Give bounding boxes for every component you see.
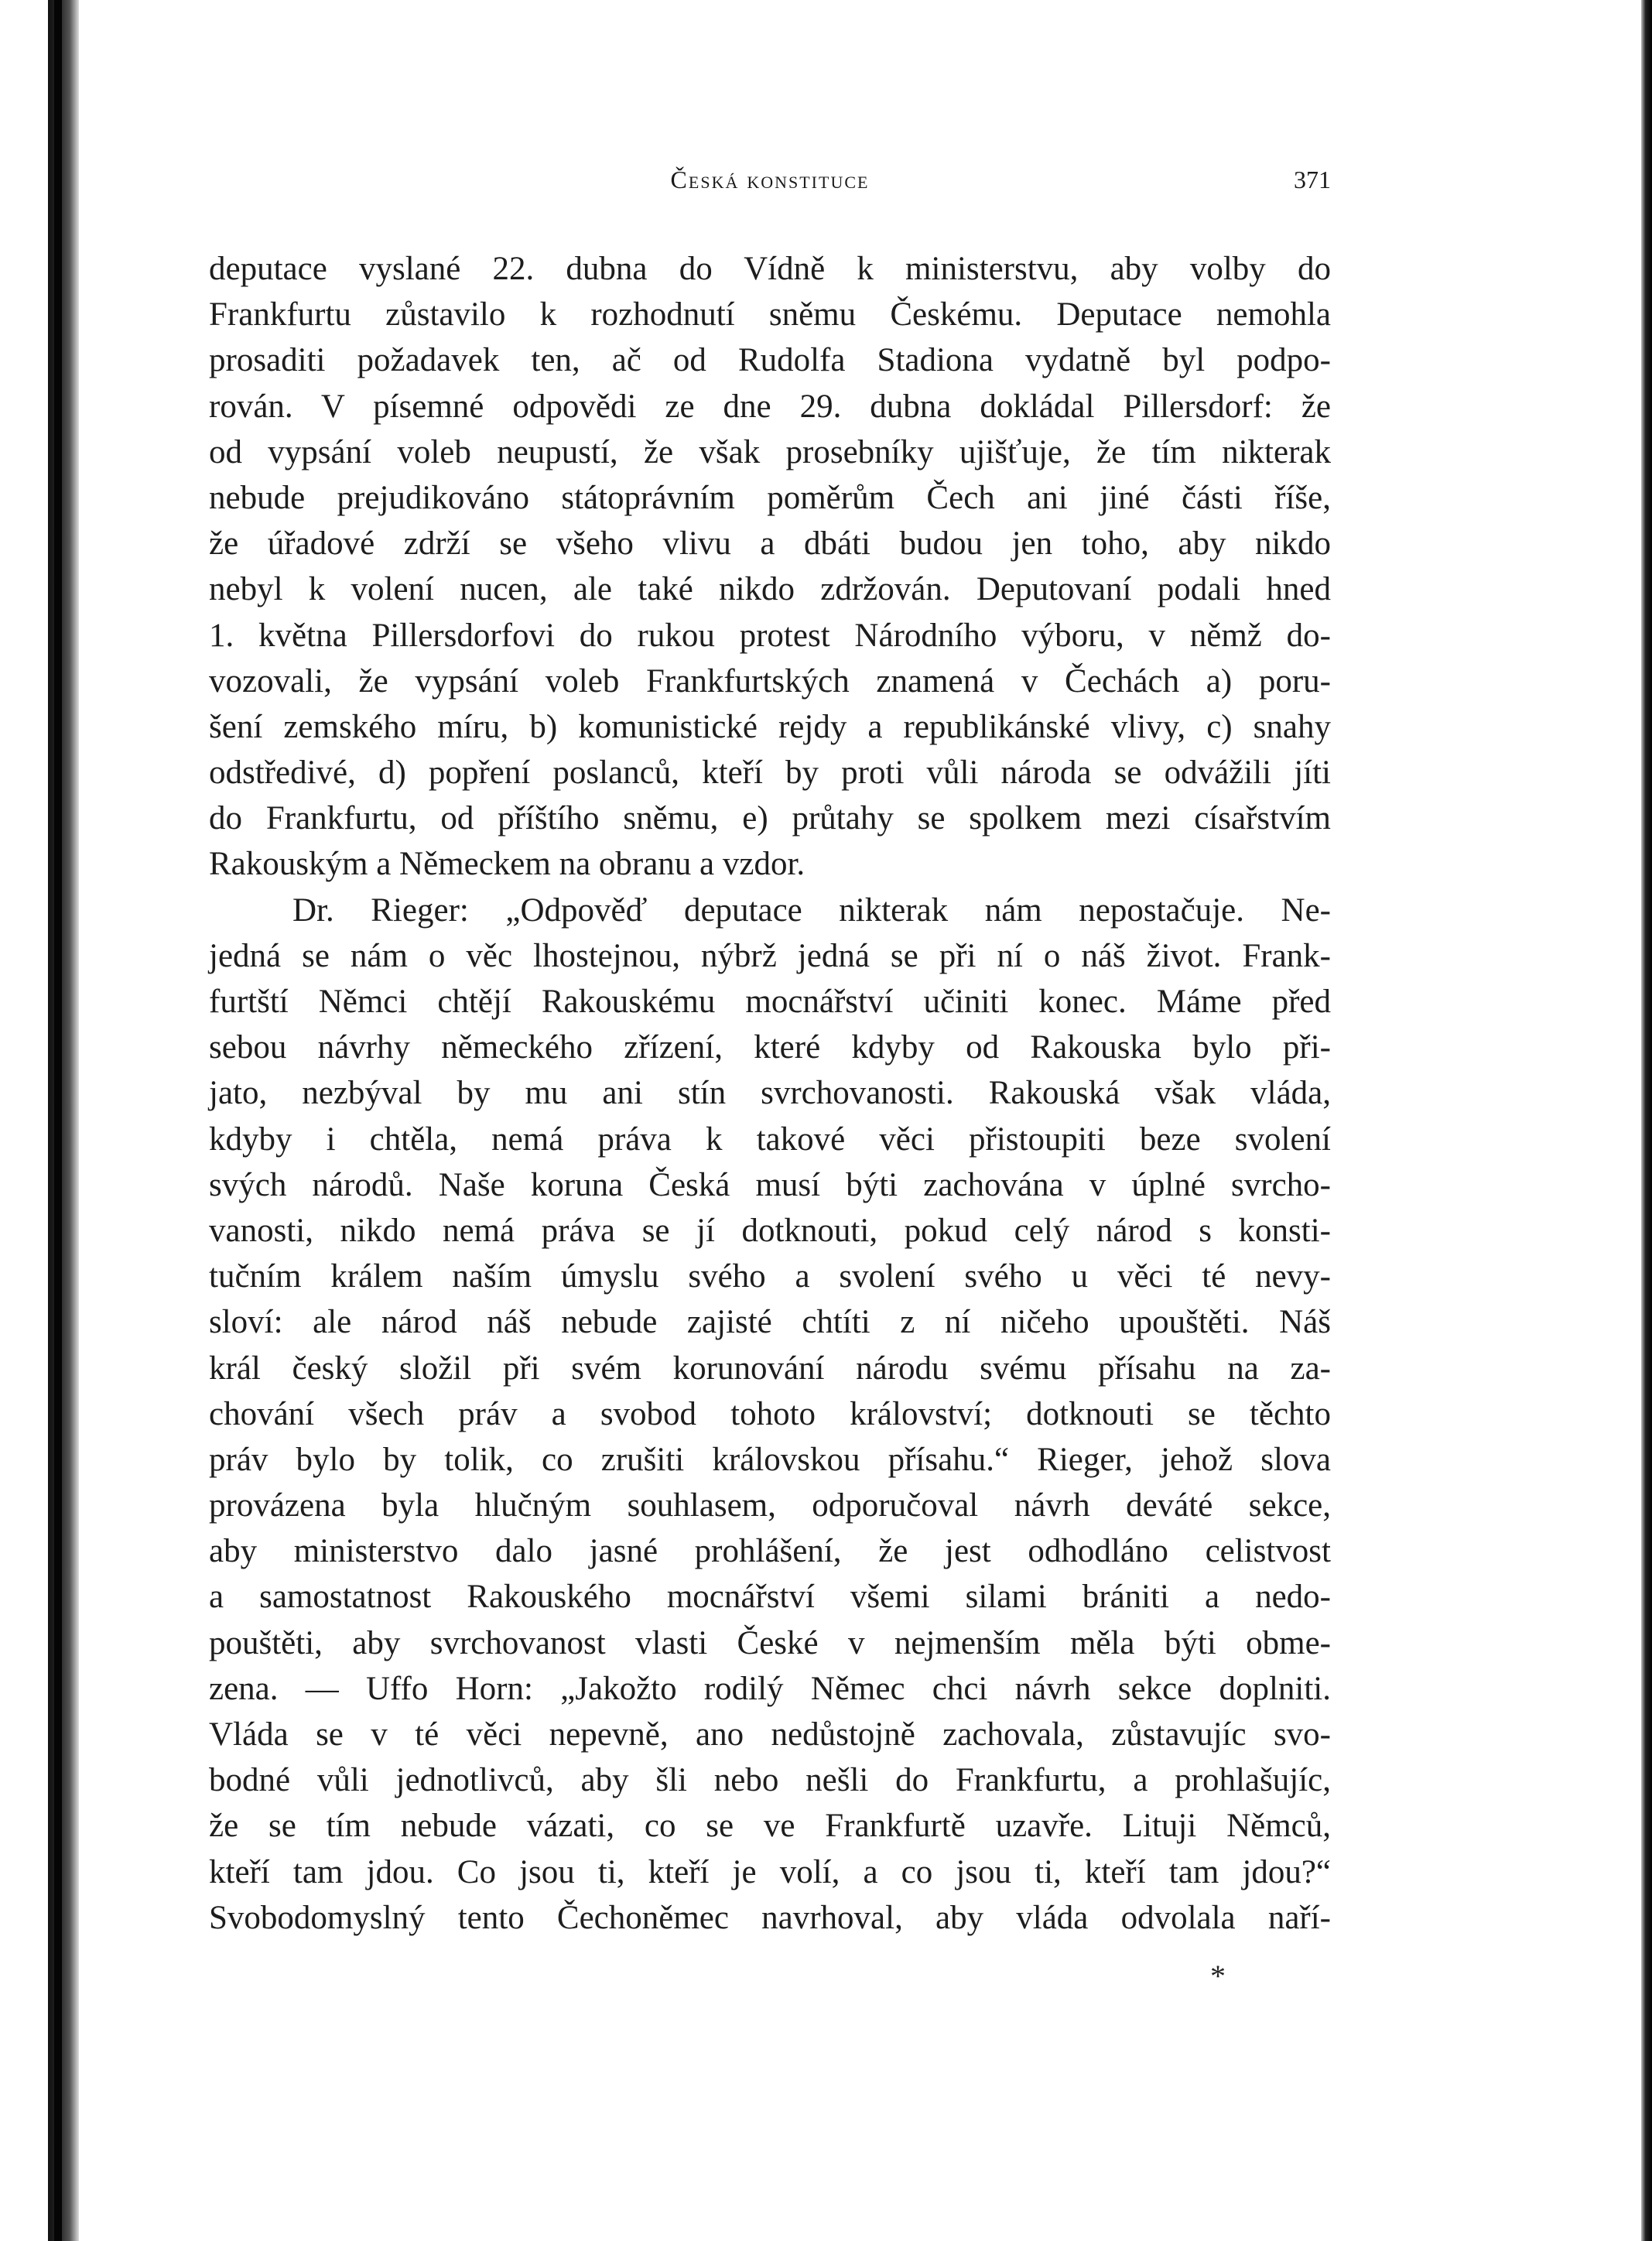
text-line: Vláda se v té věci nepevně, ano nedůstojně zachovala, zůstavujíc svo- [209,1716,1331,1753]
text-line: Frankfurtu zůstavilo k rozhodnutí sněmu Českému. Deputace nemohla [209,296,1331,334]
text-line: šení zemského míru, b) komunistické rejdy a republikánské vlivy, c) snahy [209,708,1331,745]
text-line: do Frankfurtu, od příštího sněmu, e) průtahy se spolkem mezi císařstvím [209,800,1331,837]
text-line: vanosti, nikdo nemá práva se jí dotknouti, pokud celý národ s konsti- [209,1212,1331,1249]
text-line: Rakouským a Německem na obranu a vzdor. [209,846,805,883]
text-line: sloví: ale národ náš nebude zajisté chtíti z ní ničeho upouštěti. Náš [209,1304,1331,1341]
text-line: deputace vyslané 22. dubna do Vídně k ministerstvu, aby volby do [209,251,1331,287]
scan-binding-shadow [54,0,62,2241]
text-line: a samostatnost Rakouského mocnářství všemi silami brániti a nedo- [209,1579,1331,1616]
scan-right-edge [1641,0,1652,2241]
text-line: pouštěti, aby svrchovanost vlasti České v nejmenším měla býti obme- [209,1624,1331,1661]
text-line: nebyl k volení nucen, ale také nikdo zdržován. Deputovaní podali hned [209,571,1331,608]
text-line: bodné vůli jednotlivců, aby šli nebo nešli do Frankfurtu, a prohlašujíc, [209,1762,1331,1799]
text-line: Svobodomyslný tento Čechoněmec navrhoval, aby vláda odvolala naří- [209,1899,1331,1936]
text-line: jedná se nám o věc lhostejnou, nýbrž jedná se při ní o náš život. Frank- [209,937,1331,974]
text-line: zena. — Uffo Horn: „Jakožto rodilý Němec chci návrh sekce doplniti. [209,1670,1331,1707]
scan-binding-edge [48,0,79,2241]
text-line: chování všech práv a svobod tohoto království; dotknouti se těchto [209,1395,1331,1432]
text-line: jato, nezbýval by mu ani stín svrchovanosti. Rakouská však vláda, [209,1075,1331,1112]
text-line: prosaditi požadavek ten, ač od Rudolfa Stadiona vydatně byl podpo- [209,342,1331,379]
text-line: kdyby i chtěla, nemá práva k takové věci přistoupiti beze svolení [209,1120,1331,1158]
text-line: furtští Němci chtějí Rakouskému mocnářství učiniti konec. Máme před [209,984,1331,1020]
text-line: 1. května Pillersdorfovi do rukou protest Národního výboru, v němž do- [209,617,1331,654]
text-line: vozovali, že vypsání voleb Frankfurtských znamená v Čechách a) poru- [209,662,1331,700]
text-line: aby ministerstvo dalo jasné prohlášení, že jest odhodláno celistvost [209,1533,1331,1570]
signature-mark: * [1210,1959,1226,1993]
text-line: že se tím nebude vázati, co se ve Frankfurtě uzavře. Lituji Němců, [209,1808,1331,1845]
text-line: nebude prejudikováno státoprávním poměrům Čech ani jiné části říše, [209,479,1331,516]
text-line: odstředivé, d) popření poslanců, kteří by proti vůli národa se odvážili jíti [209,754,1331,792]
text-line: práv bylo by tolik, co zrušiti královskou přísahu.“ Rieger, jehož slova [209,1441,1331,1478]
text-line: kteří tam jdou. Co jsou ti, kteří je volí, a co jsou ti, kteří tam jdou?“ [209,1853,1331,1890]
text-line: od vypsání voleb neupustí, že však prosebníky ujišťuje, že tím nikterak [209,433,1331,470]
text-line: že úřadové zdrží se všeho vlivu a dbáti budou jen toho, aby nikdo [209,525,1331,563]
running-title: Česká konstituce [670,166,870,193]
text-line: sebou návrhy německého zřízení, které kdyby od Rakouska bylo při- [209,1029,1331,1066]
text-line: král český složil při svém korunování národu svému přísahu na za- [209,1350,1331,1387]
text-line: tučním králem naším úmyslu svého a svolení svého u věci té nevy- [209,1258,1331,1295]
text-line: Dr. Rieger: „Odpověď deputace nikterak nám nepostačuje. Ne- [292,891,1331,929]
text-line: rován. V písemné odpovědi ze dne 29. dubna dokládal Pillersdorf: že [209,388,1331,425]
text-line: svých národů. Naše koruna Česká musí býti zachována v úplné svrcho- [209,1166,1331,1203]
page-header [209,166,1331,201]
body-text [209,246,1331,1941]
text-line: provázena byla hlučným souhlasem, odporučoval návrh deváté sekce, [209,1487,1331,1524]
page-number: 371 [1294,166,1331,193]
